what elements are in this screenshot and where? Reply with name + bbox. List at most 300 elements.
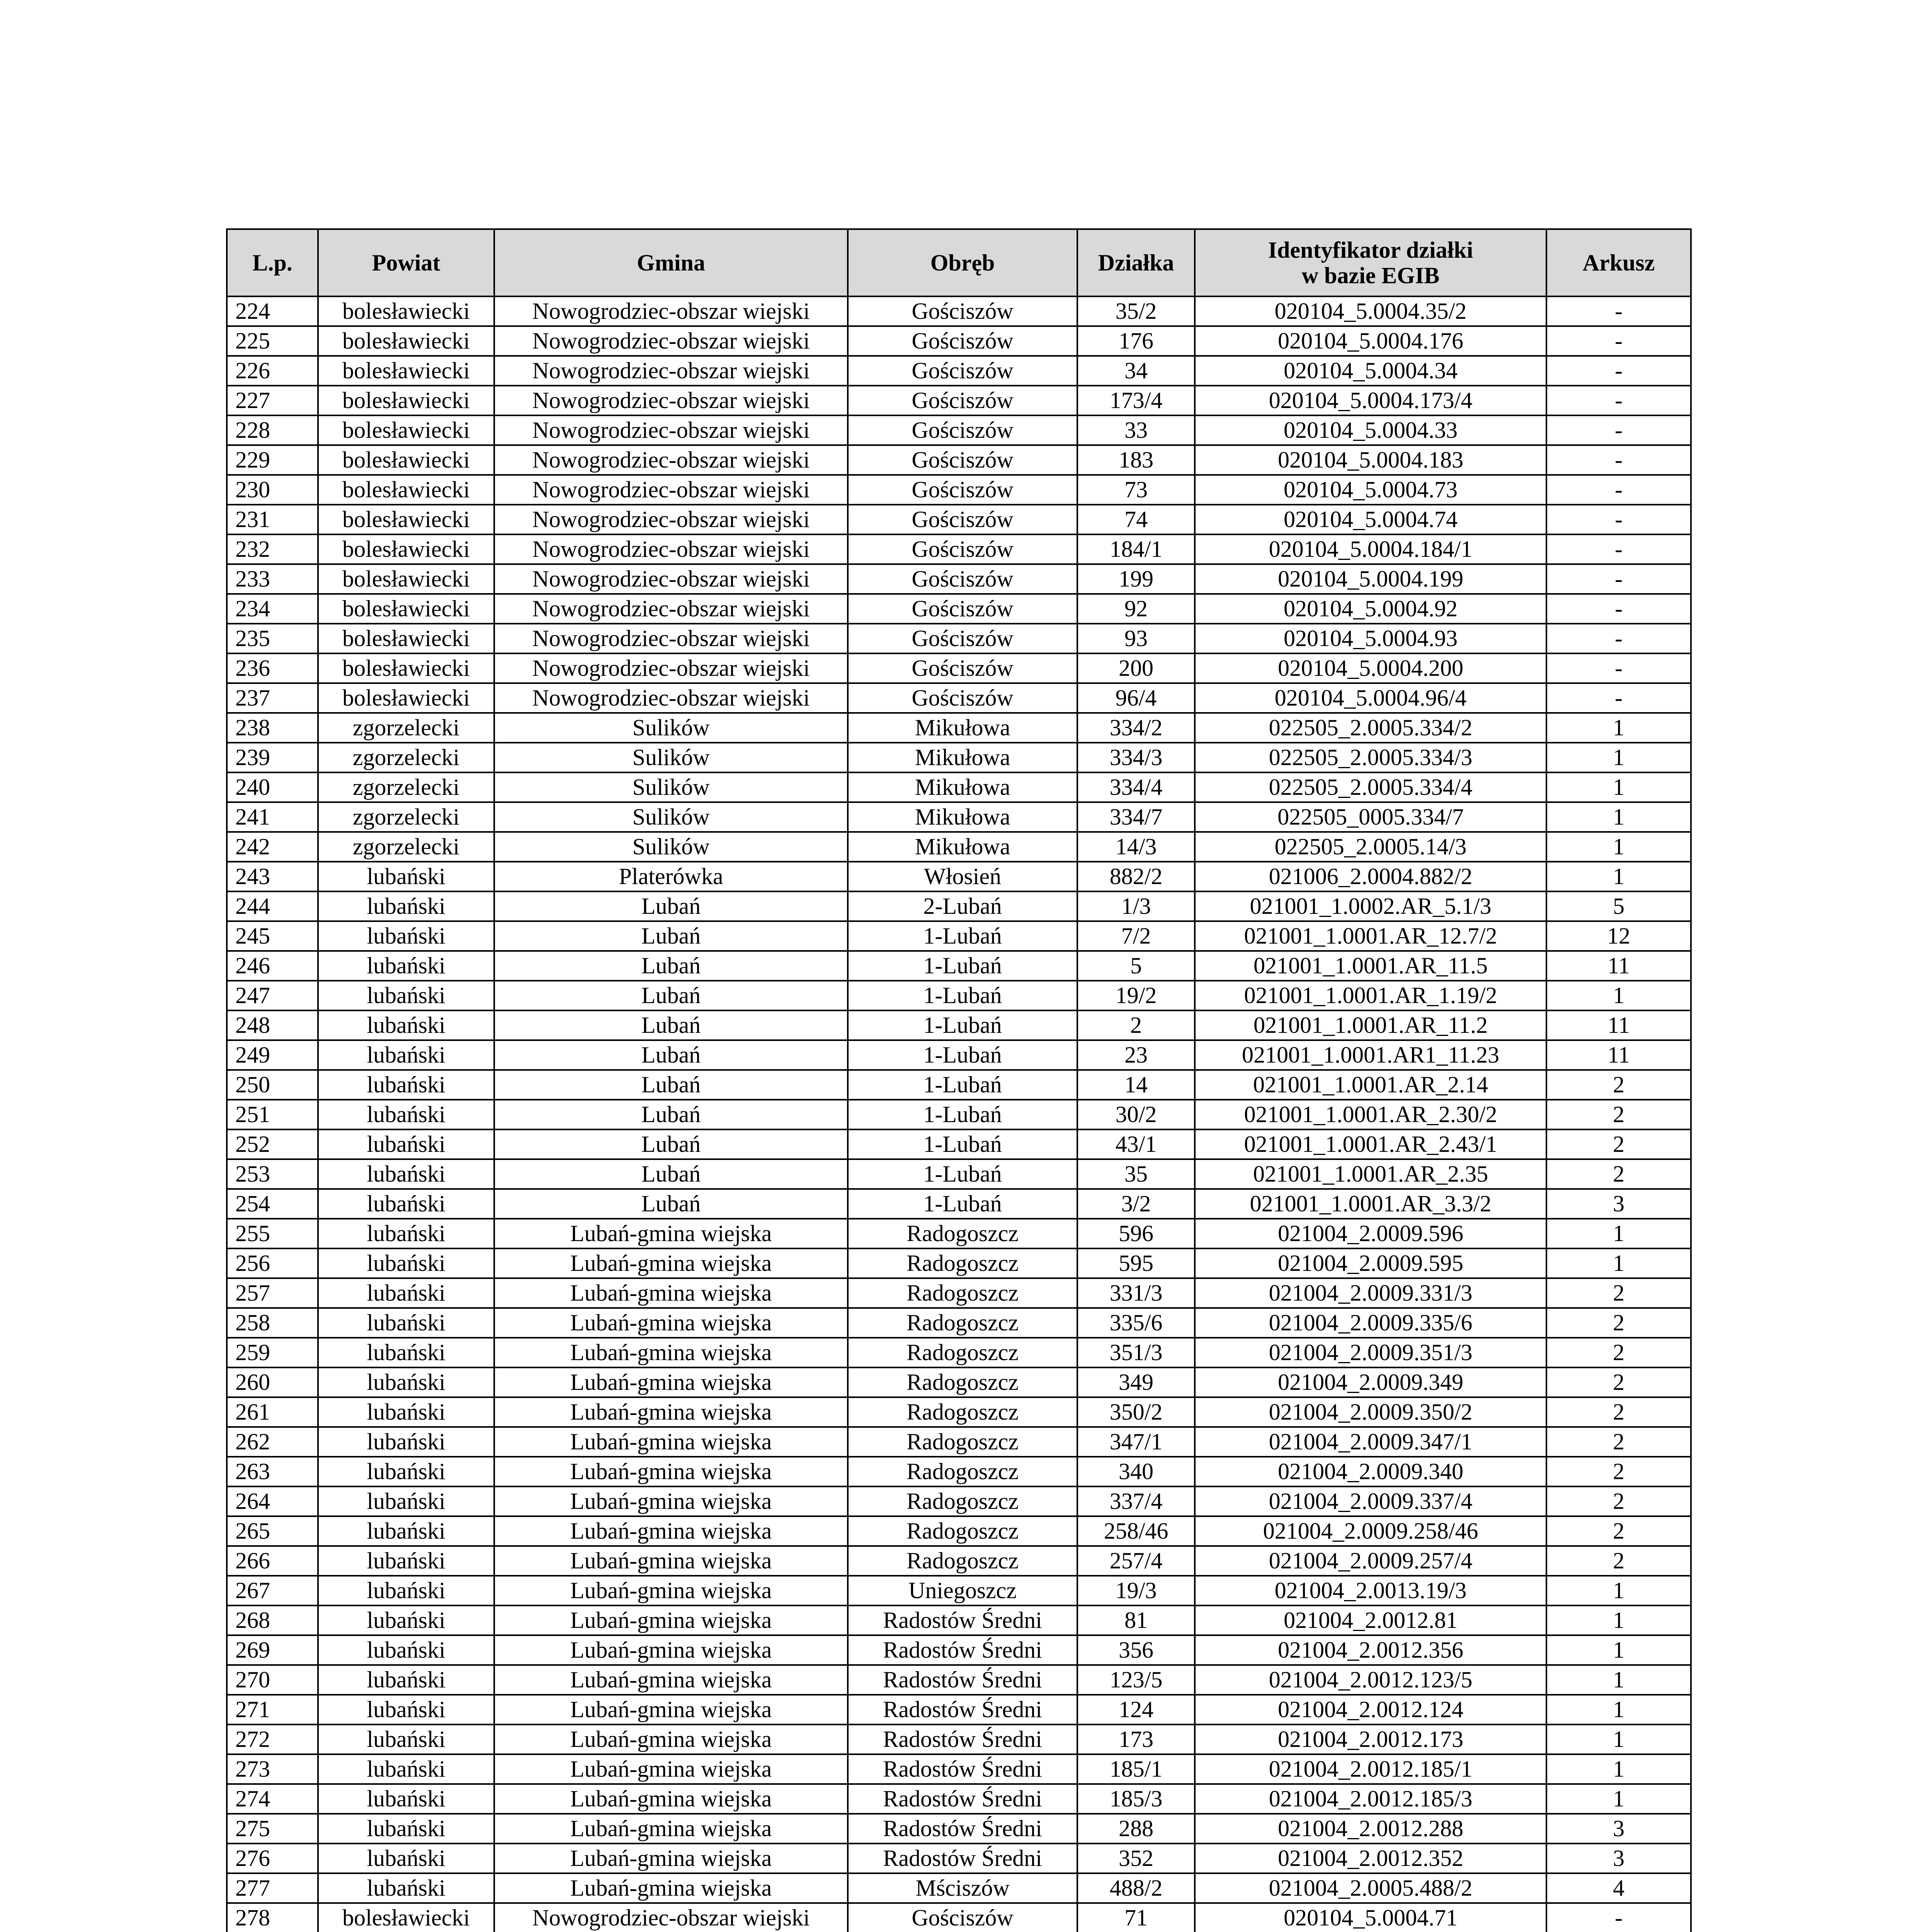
table-row [227, 832, 1691, 862]
cell-lp: 265 [227, 1516, 318, 1546]
cell-gmina: Nowogrodziec-obszar wiejski [494, 296, 848, 326]
cell-dzialka: 33 [1077, 415, 1195, 445]
cell-powiat: lubański [318, 1367, 494, 1397]
cell-dzialka: 356 [1077, 1635, 1195, 1665]
cell-identyfikator: 020104_5.0004.35/2 [1195, 296, 1546, 326]
cell-obreb: 1-Lubań [848, 1040, 1077, 1070]
table-row [227, 1129, 1691, 1159]
cell-identyfikator: 020104_5.0004.34 [1195, 356, 1546, 386]
cell-arkusz: 2 [1546, 1129, 1691, 1159]
cell-lp: 257 [227, 1278, 318, 1308]
cell-gmina: Nowogrodziec-obszar wiejski [494, 683, 848, 713]
cell-identyfikator: 021004_2.0009.347/1 [1195, 1427, 1546, 1457]
cell-powiat: lubański [318, 1486, 494, 1516]
cell-lp: 245 [227, 921, 318, 951]
table-row [227, 653, 1691, 683]
cell-arkusz: - [1546, 296, 1691, 326]
table-row [227, 445, 1691, 475]
table-row [227, 713, 1691, 743]
cell-powiat: lubański [318, 1605, 494, 1635]
cell-lp: 258 [227, 1308, 318, 1338]
cell-gmina: Sulików [494, 832, 848, 862]
cell-dzialka: 3/2 [1077, 1189, 1195, 1219]
cell-lp: 244 [227, 891, 318, 921]
cell-dzialka: 19/3 [1077, 1576, 1195, 1605]
cell-identyfikator: 021001_1.0001.AR_12.7/2 [1195, 921, 1546, 951]
table-row [227, 1189, 1691, 1219]
cell-obreb: Radogoszcz [848, 1486, 1077, 1516]
table-row [227, 1100, 1691, 1129]
header-gmina: Gmina [494, 229, 848, 296]
cell-powiat: lubański [318, 1695, 494, 1725]
cell-dzialka: 43/1 [1077, 1129, 1195, 1159]
cell-gmina: Sulików [494, 772, 848, 802]
cell-powiat: bolesławiecki [318, 445, 494, 475]
cell-identyfikator: 021001_1.0001.AR_11.2 [1195, 1010, 1546, 1040]
cell-identyfikator: 021001_1.0001.AR1_11.23 [1195, 1040, 1546, 1070]
table-row [227, 951, 1691, 981]
cell-identyfikator: 020104_5.0004.92 [1195, 594, 1546, 624]
cell-arkusz: 3 [1546, 1814, 1691, 1844]
cell-powiat: lubański [318, 1040, 494, 1070]
cell-identyfikator: 021004_2.0009.257/4 [1195, 1546, 1546, 1576]
cell-dzialka: 96/4 [1077, 683, 1195, 713]
cell-dzialka: 488/2 [1077, 1873, 1195, 1903]
cell-arkusz: 1 [1546, 1784, 1691, 1814]
table-row [227, 921, 1691, 951]
cell-gmina: Lubań [494, 1070, 848, 1100]
cell-gmina: Lubań [494, 1189, 848, 1219]
cell-lp: 251 [227, 1100, 318, 1129]
table-row [227, 1754, 1691, 1784]
cell-obreb: Uniegoszcz [848, 1576, 1077, 1605]
cell-gmina: Lubań-gmina wiejska [494, 1665, 848, 1695]
cell-gmina: Lubań-gmina wiejska [494, 1844, 848, 1873]
cell-gmina: Nowogrodziec-obszar wiejski [494, 386, 848, 415]
cell-powiat: lubański [318, 1159, 494, 1189]
cell-lp: 275 [227, 1814, 318, 1844]
cell-powiat: bolesławiecki [318, 475, 494, 505]
cell-lp: 241 [227, 802, 318, 832]
cell-identyfikator: 021004_2.0012.352 [1195, 1844, 1546, 1873]
cell-gmina: Lubań-gmina wiejska [494, 1248, 848, 1278]
cell-lp: 240 [227, 772, 318, 802]
cell-arkusz: 1 [1546, 981, 1691, 1010]
cell-powiat: lubański [318, 1427, 494, 1457]
cell-dzialka: 350/2 [1077, 1397, 1195, 1427]
cell-obreb: Gościszów [848, 356, 1077, 386]
cell-arkusz: 1 [1546, 713, 1691, 743]
cell-arkusz: 1 [1546, 743, 1691, 772]
table-row [227, 1457, 1691, 1486]
cell-arkusz: - [1546, 356, 1691, 386]
cell-powiat: lubański [318, 1397, 494, 1427]
cell-dzialka: 35 [1077, 1159, 1195, 1189]
table-row [227, 594, 1691, 624]
cell-identyfikator: 020104_5.0004.199 [1195, 564, 1546, 594]
cell-obreb: Radostów Średni [848, 1754, 1077, 1784]
table-row [227, 1695, 1691, 1725]
cell-lp: 254 [227, 1189, 318, 1219]
cell-arkusz: 11 [1546, 1010, 1691, 1040]
cell-dzialka: 340 [1077, 1457, 1195, 1486]
cell-lp: 238 [227, 713, 318, 743]
cell-obreb: 1-Lubań [848, 921, 1077, 951]
cell-obreb: 1-Lubań [848, 981, 1077, 1010]
cell-arkusz: 3 [1546, 1189, 1691, 1219]
cell-gmina: Nowogrodziec-obszar wiejski [494, 624, 848, 653]
cell-obreb: Radogoszcz [848, 1338, 1077, 1367]
cell-arkusz: 2 [1546, 1397, 1691, 1427]
cell-identyfikator: 020104_5.0004.93 [1195, 624, 1546, 653]
cell-lp: 230 [227, 475, 318, 505]
table-row [227, 891, 1691, 921]
cell-powiat: lubański [318, 1219, 494, 1248]
cell-powiat: bolesławiecki [318, 594, 494, 624]
table-row [227, 1546, 1691, 1576]
table-row [227, 326, 1691, 356]
cell-lp: 273 [227, 1754, 318, 1784]
cell-obreb: Radogoszcz [848, 1457, 1077, 1486]
cell-arkusz: - [1546, 415, 1691, 445]
cell-powiat: bolesławiecki [318, 505, 494, 534]
cell-arkusz: 1 [1546, 1695, 1691, 1725]
cell-dzialka: 19/2 [1077, 981, 1195, 1010]
cell-identyfikator: 020104_5.0004.183 [1195, 445, 1546, 475]
cell-dzialka: 7/2 [1077, 921, 1195, 951]
table-row [227, 1248, 1691, 1278]
cell-dzialka: 347/1 [1077, 1427, 1195, 1457]
table-row [227, 386, 1691, 415]
table-row [227, 1427, 1691, 1457]
cell-obreb: Radostów Średni [848, 1814, 1077, 1844]
cell-arkusz: - [1546, 386, 1691, 415]
cell-dzialka: 334/7 [1077, 802, 1195, 832]
cell-obreb: 1-Lubań [848, 1189, 1077, 1219]
table-row [227, 1784, 1691, 1814]
cell-dzialka: 882/2 [1077, 862, 1195, 891]
cell-lp: 276 [227, 1844, 318, 1873]
cell-powiat: lubański [318, 1814, 494, 1844]
cell-powiat: lubański [318, 1725, 494, 1754]
cell-identyfikator: 021004_2.0012.356 [1195, 1635, 1546, 1665]
cell-gmina: Lubań-gmina wiejska [494, 1308, 848, 1338]
cell-identyfikator: 021004_2.0009.595 [1195, 1248, 1546, 1278]
cell-lp: 252 [227, 1129, 318, 1159]
cell-powiat: bolesławiecki [318, 415, 494, 445]
cell-lp: 247 [227, 981, 318, 1010]
cell-dzialka: 30/2 [1077, 1100, 1195, 1129]
cell-gmina: Nowogrodziec-obszar wiejski [494, 415, 848, 445]
cell-identyfikator: 022505_2.0005.334/2 [1195, 713, 1546, 743]
cell-arkusz: 1 [1546, 772, 1691, 802]
cell-obreb: Gościszów [848, 445, 1077, 475]
cell-arkusz: 2 [1546, 1367, 1691, 1397]
cell-powiat: lubański [318, 1873, 494, 1903]
cell-lp: 274 [227, 1784, 318, 1814]
cell-dzialka: 335/6 [1077, 1308, 1195, 1338]
cell-obreb: Gościszów [848, 386, 1077, 415]
parcels-table [226, 228, 1692, 1932]
cell-identyfikator: 021004_2.0009.350/2 [1195, 1397, 1546, 1427]
cell-arkusz: - [1546, 1903, 1691, 1932]
cell-gmina: Lubań-gmina wiejska [494, 1546, 848, 1576]
cell-arkusz: 2 [1546, 1159, 1691, 1189]
cell-arkusz: 1 [1546, 1219, 1691, 1248]
table-row [227, 1010, 1691, 1040]
cell-identyfikator: 021004_2.0009.596 [1195, 1219, 1546, 1248]
cell-identyfikator: 021004_2.0012.288 [1195, 1814, 1546, 1844]
cell-powiat: bolesławiecki [318, 296, 494, 326]
cell-powiat: lubański [318, 1516, 494, 1546]
cell-identyfikator: 020104_5.0004.176 [1195, 326, 1546, 356]
table-row [227, 1397, 1691, 1427]
cell-powiat: bolesławiecki [318, 386, 494, 415]
cell-identyfikator: 021004_2.0012.81 [1195, 1605, 1546, 1635]
cell-gmina: Lubań-gmina wiejska [494, 1397, 848, 1427]
table-row [227, 1844, 1691, 1873]
cell-lp: 271 [227, 1695, 318, 1725]
cell-gmina: Lubań-gmina wiejska [494, 1278, 848, 1308]
cell-arkusz: 1 [1546, 1248, 1691, 1278]
cell-obreb: 1-Lubań [848, 1070, 1077, 1100]
cell-gmina: Nowogrodziec-obszar wiejski [494, 326, 848, 356]
cell-arkusz: 1 [1546, 1605, 1691, 1635]
cell-powiat: lubański [318, 1070, 494, 1100]
table-row [227, 356, 1691, 386]
cell-powiat: lubański [318, 1189, 494, 1219]
cell-obreb: Mikułowa [848, 743, 1077, 772]
cell-dzialka: 93 [1077, 624, 1195, 653]
cell-arkusz: 2 [1546, 1516, 1691, 1546]
cell-powiat: lubański [318, 1844, 494, 1873]
cell-gmina: Nowogrodziec-obszar wiejski [494, 594, 848, 624]
cell-gmina: Lubań-gmina wiejska [494, 1486, 848, 1516]
cell-gmina: Sulików [494, 713, 848, 743]
table-row [227, 1665, 1691, 1695]
cell-gmina: Sulików [494, 743, 848, 772]
cell-identyfikator: 021004_2.0009.335/6 [1195, 1308, 1546, 1338]
table-row [227, 1814, 1691, 1844]
cell-identyfikator: 021001_1.0002.AR_5.1/3 [1195, 891, 1546, 921]
cell-lp: 264 [227, 1486, 318, 1516]
cell-lp: 269 [227, 1635, 318, 1665]
cell-arkusz: - [1546, 326, 1691, 356]
cell-obreb: Gościszów [848, 594, 1077, 624]
cell-powiat: lubański [318, 1278, 494, 1308]
cell-identyfikator: 022505_2.0005.334/4 [1195, 772, 1546, 802]
cell-identyfikator: 021004_2.0009.337/4 [1195, 1486, 1546, 1516]
cell-gmina: Lubań-gmina wiejska [494, 1814, 848, 1844]
cell-arkusz: - [1546, 564, 1691, 594]
cell-gmina: Nowogrodziec-obszar wiejski [494, 505, 848, 534]
cell-gmina: Lubań [494, 1040, 848, 1070]
cell-powiat: bolesławiecki [318, 564, 494, 594]
cell-gmina: Lubań [494, 891, 848, 921]
cell-obreb: Radogoszcz [848, 1308, 1077, 1338]
cell-obreb: Mikułowa [848, 802, 1077, 832]
header-identyfikator-line2: w bazie EGIB [1301, 263, 1440, 288]
table-row [227, 683, 1691, 713]
cell-identyfikator: 021004_2.0012.185/3 [1195, 1784, 1546, 1814]
cell-lp: 232 [227, 534, 318, 564]
cell-lp: 228 [227, 415, 318, 445]
cell-lp: 272 [227, 1725, 318, 1754]
cell-gmina: Nowogrodziec-obszar wiejski [494, 1903, 848, 1932]
cell-arkusz: 2 [1546, 1278, 1691, 1308]
cell-lp: 235 [227, 624, 318, 653]
cell-powiat: lubański [318, 891, 494, 921]
cell-obreb: Mikułowa [848, 713, 1077, 743]
cell-powiat: bolesławiecki [318, 683, 494, 713]
cell-dzialka: 2 [1077, 1010, 1195, 1040]
cell-identyfikator: 021004_2.0009.340 [1195, 1457, 1546, 1486]
cell-identyfikator: 020104_5.0004.71 [1195, 1903, 1546, 1932]
cell-lp: 266 [227, 1546, 318, 1576]
cell-gmina: Lubań-gmina wiejska [494, 1427, 848, 1457]
cell-powiat: lubański [318, 1338, 494, 1367]
cell-identyfikator: 021004_2.0012.123/5 [1195, 1665, 1546, 1695]
cell-gmina: Nowogrodziec-obszar wiejski [494, 475, 848, 505]
cell-identyfikator: 021001_1.0001.AR_2.30/2 [1195, 1100, 1546, 1129]
cell-dzialka: 14 [1077, 1070, 1195, 1100]
cell-obreb: Radogoszcz [848, 1367, 1077, 1397]
cell-dzialka: 334/4 [1077, 772, 1195, 802]
cell-gmina: Lubań [494, 1159, 848, 1189]
cell-identyfikator: 022505_0005.334/7 [1195, 802, 1546, 832]
cell-obreb: Gościszów [848, 683, 1077, 713]
cell-obreb: Gościszów [848, 1903, 1077, 1932]
cell-powiat: lubański [318, 1100, 494, 1129]
cell-gmina: Lubań-gmina wiejska [494, 1219, 848, 1248]
cell-gmina: Lubań [494, 951, 848, 981]
cell-lp: 236 [227, 653, 318, 683]
cell-obreb: Włosień [848, 862, 1077, 891]
header-dzialka: Działka [1077, 229, 1195, 296]
table-row [227, 1159, 1691, 1189]
cell-powiat: zgorzelecki [318, 832, 494, 862]
cell-obreb: 1-Lubań [848, 1010, 1077, 1040]
cell-dzialka: 183 [1077, 445, 1195, 475]
table-row [227, 415, 1691, 445]
cell-dzialka: 596 [1077, 1219, 1195, 1248]
cell-arkusz: 2 [1546, 1427, 1691, 1457]
cell-identyfikator: 021001_1.0001.AR_2.35 [1195, 1159, 1546, 1189]
cell-powiat: lubański [318, 1308, 494, 1338]
table-row [227, 1486, 1691, 1516]
cell-lp: 261 [227, 1397, 318, 1427]
cell-arkusz: - [1546, 445, 1691, 475]
cell-dzialka: 5 [1077, 951, 1195, 981]
cell-identyfikator: 021006_2.0004.882/2 [1195, 862, 1546, 891]
cell-lp: 226 [227, 356, 318, 386]
cell-dzialka: 595 [1077, 1248, 1195, 1278]
table-row [227, 1725, 1691, 1754]
cell-dzialka: 74 [1077, 505, 1195, 534]
cell-obreb: Gościszów [848, 475, 1077, 505]
cell-identyfikator: 021004_2.0012.185/1 [1195, 1754, 1546, 1784]
cell-gmina: Lubań-gmina wiejska [494, 1873, 848, 1903]
cell-gmina: Lubań-gmina wiejska [494, 1338, 848, 1367]
cell-gmina: Lubań-gmina wiejska [494, 1457, 848, 1486]
header-identyfikator [1195, 229, 1546, 296]
cell-dzialka: 257/4 [1077, 1546, 1195, 1576]
cell-lp: 270 [227, 1665, 318, 1695]
cell-obreb: Radostów Średni [848, 1605, 1077, 1635]
cell-gmina: Sulików [494, 802, 848, 832]
cell-gmina: Lubań-gmina wiejska [494, 1516, 848, 1546]
cell-gmina: Nowogrodziec-obszar wiejski [494, 356, 848, 386]
cell-dzialka: 352 [1077, 1844, 1195, 1873]
cell-powiat: zgorzelecki [318, 713, 494, 743]
cell-obreb: Radostów Średni [848, 1725, 1077, 1754]
cell-lp: 278 [227, 1903, 318, 1932]
cell-powiat: bolesławiecki [318, 356, 494, 386]
cell-dzialka: 199 [1077, 564, 1195, 594]
cell-arkusz: 1 [1546, 832, 1691, 862]
cell-obreb: Radogoszcz [848, 1516, 1077, 1546]
cell-identyfikator: 022505_2.0005.14/3 [1195, 832, 1546, 862]
table-row [227, 534, 1691, 564]
cell-dzialka: 73 [1077, 475, 1195, 505]
cell-gmina: Lubań-gmina wiejska [494, 1754, 848, 1784]
cell-obreb: Radogoszcz [848, 1248, 1077, 1278]
cell-powiat: lubański [318, 1010, 494, 1040]
cell-gmina: Nowogrodziec-obszar wiejski [494, 445, 848, 475]
cell-arkusz: - [1546, 534, 1691, 564]
cell-gmina: Lubań [494, 1010, 848, 1040]
cell-arkusz: 4 [1546, 1873, 1691, 1903]
cell-arkusz: 1 [1546, 1635, 1691, 1665]
cell-arkusz: - [1546, 683, 1691, 713]
cell-lp: 255 [227, 1219, 318, 1248]
cell-identyfikator: 021004_2.0013.19/3 [1195, 1576, 1546, 1605]
cell-identyfikator: 021004_2.0009.349 [1195, 1367, 1546, 1397]
cell-dzialka: 334/2 [1077, 713, 1195, 743]
cell-powiat: lubański [318, 862, 494, 891]
cell-identyfikator: 021001_1.0001.AR_11.5 [1195, 951, 1546, 981]
cell-identyfikator: 021001_1.0001.AR_3.3/2 [1195, 1189, 1546, 1219]
cell-dzialka: 71 [1077, 1903, 1195, 1932]
cell-obreb: Radogoszcz [848, 1427, 1077, 1457]
table-row [227, 1219, 1691, 1248]
table-row [227, 772, 1691, 802]
table-row [227, 802, 1691, 832]
cell-powiat: bolesławiecki [318, 653, 494, 683]
cell-dzialka: 176 [1077, 326, 1195, 356]
cell-powiat: lubański [318, 1248, 494, 1278]
cell-lp: 253 [227, 1159, 318, 1189]
cell-arkusz: 2 [1546, 1308, 1691, 1338]
cell-lp: 233 [227, 564, 318, 594]
table-row [227, 1338, 1691, 1367]
cell-obreb: Radogoszcz [848, 1397, 1077, 1427]
cell-identyfikator: 021001_1.0001.AR_1.19/2 [1195, 981, 1546, 1010]
cell-dzialka: 81 [1077, 1605, 1195, 1635]
cell-lp: 237 [227, 683, 318, 713]
cell-lp: 259 [227, 1338, 318, 1367]
cell-identyfikator: 021004_2.0012.173 [1195, 1725, 1546, 1754]
cell-lp: 225 [227, 326, 318, 356]
cell-arkusz: 1 [1546, 1665, 1691, 1695]
cell-lp: 231 [227, 505, 318, 534]
cell-identyfikator: 021001_1.0001.AR_2.43/1 [1195, 1129, 1546, 1159]
cell-dzialka: 351/3 [1077, 1338, 1195, 1367]
cell-gmina: Lubań [494, 1129, 848, 1159]
cell-arkusz: 12 [1546, 921, 1691, 951]
cell-dzialka: 185/3 [1077, 1784, 1195, 1814]
table-row [227, 1576, 1691, 1605]
